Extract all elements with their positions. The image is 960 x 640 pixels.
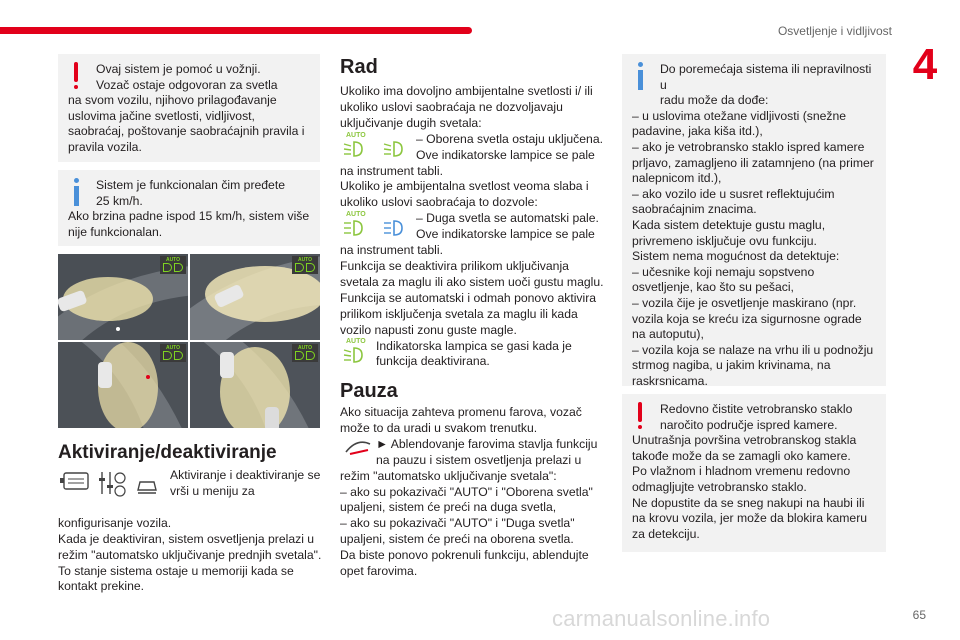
figure-headlight-scenarios [58,254,320,427]
info-line1: Do poremećaja sistema ili nepravilnosti u [660,62,872,92]
info-line2: radu može da dođe: [660,93,769,108]
rad-item-low-beam-cont: na instrument tabli. [340,163,443,178]
info-item: – ako je vetrobransko staklo ispred kamere prljavo, zamagljeno ili zatamnjeno (na primer nalepnicom itd.), [632,139,874,186]
warning-body: na svom vozilu, njihovo prilagođavanje uslovima jačine svetlosti, vidljivost, saobraćaj, poštovanje saobraćajnih pravila i pravila vozila. [68,93,305,154]
page-number: 65 [912,608,926,622]
warning-exclamation-icon [72,62,80,92]
auto-headlamp-icon [342,344,372,368]
warning-line1: Ovaj sistem je pomoć u vožnji. [96,62,261,76]
auto-label: AUTO [346,338,366,345]
low-beam-icon [342,138,412,162]
info-line1: Sistem je funkcionalan čim pređete [96,178,286,192]
info-p3: Sistem nema mogućnost da detektuje: [632,249,840,264]
rad-item-low-beam: – Oborena svetla ostaju uključena. Ove indikatorske lampice se pale [416,131,603,162]
chapter-number: 4 [912,40,938,89]
rad-item-indicator-off: Indikatorska lampica se gasi kada je funkcija deaktivirana. [376,338,572,369]
info-item: – učesnike koji nemaju sopstveno osvetljenje, kao što su pešaci, [632,264,815,295]
rad-p3: Funkcija se deaktivira prilikom uključivanja svetala za maglu ili ako sistem uoči gustu maglu. [340,258,604,289]
scenario-photo-1 [58,254,188,340]
info-item: – ako vozilo ide u susret reflektujućim saobraćajnim znacima. [632,186,835,217]
scenario-photo-4 [190,342,320,428]
heading-pauza: Pauza [340,380,398,402]
warning-line1: Redovno čistite vetrobransko staklo [660,402,853,416]
warning-line2: naročito područje ispred kamere. [660,417,838,432]
pauza-li2: – ako su pokazivači "AUTO" i "Duga svetla" upaljeni, sistem će preći na oborena svetla. [340,516,575,547]
info-item: – vozila koja se nalaze na vrhu ili u podnožju strmog nagiba, u jakim krivinama, na raskrsnicama. [632,342,874,388]
activation-p3: To stanje sistema ostaje u memoriji kada se kontakt prekine. [58,563,294,594]
heading-rad: Rad [340,56,378,78]
auto-indicator-badge: AUTO [160,344,186,362]
activation-body: konfigurisanje vozila. [58,515,172,530]
rad-intro: Ukoliko ima dovoljno ambijentalne svetlosti i/ ili ukoliko uslovi saobraćaja ne dozvoljavaju uključivanje dugih svetala: [340,84,593,130]
high-beam-icon [342,217,412,241]
warning-box-windscreen [622,394,886,552]
info-item: – vozila čije je osvetljenje maskirano (npr. vozila koja se kreću iza sigurnosne ograde na autoputu), [632,295,862,342]
warning-p1: Unutrašnja površina vetrobranskog stakla takođe može da se zamagli oko kamere. [632,433,857,463]
info-body: Ako brzina padne ispod 15 km/h, sistem više nije funkcionalan. [68,209,310,239]
watermark: carmanualsonline.info [552,606,771,631]
info-icon [637,62,645,92]
warning-p2: Po vlažnom i hladnom vremenu redovno odmagljujte vetrobransko staklo. [632,464,851,494]
pauza-li1: – ako su pokazivači "AUTO" i "Oborena svetla" upaljeni, sistem će preći na duga svetla, [340,484,593,515]
pauza-intro: Ako situacija zahteva promenu farova, vozač može to da uradi u svakom trenutku. [340,405,582,435]
info-item: – u uslovima otežane vidljivosti (snežne padavine, jaka kiša itd.), [632,108,847,139]
warning-box-driver-responsibility [58,54,320,162]
rad-item-high-beam-cont: na instrument tabli. [340,243,443,258]
auto-indicator-badge: AUTO [292,256,318,274]
pauza-text [340,405,606,580]
heading-activation: Aktiviranje/deaktiviranje [58,442,277,463]
pauza-end: Da biste ponovo pokrenuli funkciju, ablendujte opet farovima. [340,548,589,579]
warning-p3: Ne dopustite da se sneg nakupi na haubi ili na krovu vozila, jer može da blokira kameru za detekciju. [632,495,868,541]
info-icon [73,178,81,208]
info-box-malfunctions [622,54,886,386]
auto-label: AUTO [346,132,366,139]
steering-stalk-icon [342,436,372,458]
auto-label: AUTO [346,211,366,218]
scenario-photo-2 [190,254,320,340]
info-box-speed [58,170,320,246]
rad-p2: Ukoliko je ambijentalna svetlost veoma slaba i ukoliko uslovi saobraćaja to dozvole: [340,179,589,210]
activation-lead: Aktiviranje i deaktiviranje se vrši u meniju za [170,468,321,498]
headlamp-flash-icon [342,436,372,463]
section-title: Osvetljenje i vidljivost [777,24,892,38]
activation-text [58,468,326,595]
scenario-photo-3 [58,342,188,428]
rad-p4: Funkcija se automatski i odmah ponovo aktivira prilikom isključenja svetala za maglu ili kada vozilo napusti zonu guste magle. [340,290,597,337]
auto-indicator-badge: AUTO [292,344,318,362]
warning-line2: Vozač ostaje odgovoran za svetla [96,77,278,92]
pauza-cont: režim "automatsko uključivanje svetala": [340,468,557,483]
activation-p2: Kada je deaktiviran, sistem osvetljenja prelazi u režim "automatsko uključivanje prednjih svetala". [58,531,322,562]
warning-exclamation-icon [636,402,644,432]
pauza-item-flash: ► Ablendovanje farovima stavlja funkciju na pauzu i sistem osvetljenja prelazi u [376,436,598,467]
auto-indicator-badge: AUTO [160,256,186,274]
header-accent-bar [0,27,472,34]
info-p2: Kada sistem detektuje gustu maglu, privremeno isključuje ovu funkciju. [632,217,826,248]
rad-item-high-beam: – Duga svetla se automatski pale. Ove indikatorske lampice se pale [416,211,599,242]
info-line2: 25 km/h. [96,193,143,208]
